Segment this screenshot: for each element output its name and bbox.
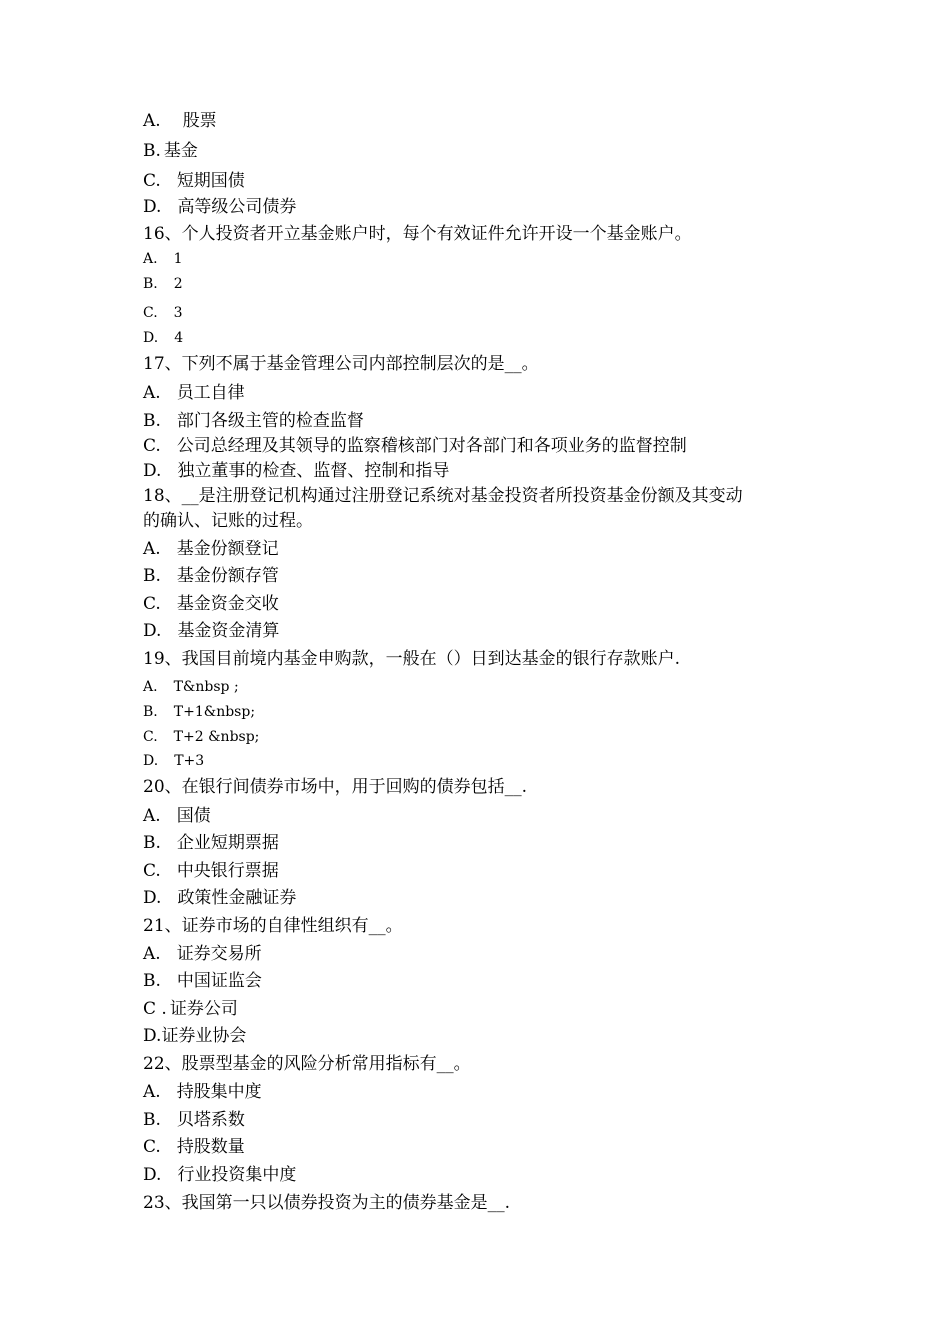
option-text: T+2 &nbsp; xyxy=(173,729,260,745)
option-label: A. xyxy=(143,1082,161,1102)
option-line xyxy=(143,110,217,132)
option-label: D. xyxy=(143,1165,162,1185)
option-line xyxy=(143,460,449,482)
option-line xyxy=(143,887,296,909)
option-label: D. xyxy=(143,461,162,481)
option-label: A. xyxy=(143,251,158,267)
option-line xyxy=(143,140,198,162)
option-line xyxy=(143,248,182,270)
option-label: B. xyxy=(143,566,161,586)
question-line: 19、我国目前境内基金申购款，一般在（）日到达基金的银行存款账户. xyxy=(143,649,681,669)
option-text: 企业短期票据 xyxy=(176,833,279,853)
option-line xyxy=(143,410,364,432)
option-line xyxy=(143,1025,246,1047)
option-line xyxy=(143,726,259,748)
option-text: 中国证监会 xyxy=(176,971,262,991)
option-line xyxy=(143,943,262,965)
option-label: C. xyxy=(143,305,158,321)
option-line xyxy=(143,1109,245,1131)
option-text: 国债 xyxy=(176,806,211,826)
option-text: 高等级公司债券 xyxy=(177,197,297,217)
question-line: 17、下列不属于基金管理公司内部控制层次的是__。 xyxy=(143,354,539,374)
option-label: C. xyxy=(143,861,161,881)
option-text: 基金资金交收 xyxy=(176,594,279,614)
option-text: 贝塔系数 xyxy=(176,1110,245,1130)
option-label: B. xyxy=(143,704,158,720)
option-label: B. xyxy=(143,833,161,853)
option-text: 政策性金融证券 xyxy=(177,888,297,908)
option-text: 员工自律 xyxy=(176,383,245,403)
question-line: 的确认、记账的过程。 xyxy=(143,511,313,531)
option-label: C. xyxy=(143,594,161,614)
option-text: 4 xyxy=(174,330,184,346)
option-line xyxy=(143,565,279,587)
option-text: 持股数量 xyxy=(176,1137,245,1157)
option-line xyxy=(143,170,245,192)
option-label: C. xyxy=(143,1137,161,1157)
option-label: D. xyxy=(143,330,159,346)
question-line: 20、在银行间债券市场中，用于回购的债券包括__. xyxy=(143,777,528,797)
option-label: D. xyxy=(143,197,162,217)
option-label: A. xyxy=(143,679,158,695)
option-text: 基金资金清算 xyxy=(177,621,280,641)
option-label: D. xyxy=(143,621,162,641)
question-line: 18、__是注册登记机构通过注册登记系统对基金投资者所投资基金份额及其变动 xyxy=(143,486,743,506)
option-line xyxy=(143,538,279,560)
option-line xyxy=(143,327,183,349)
option-line xyxy=(143,1164,296,1186)
option-line xyxy=(143,832,279,854)
question-line: 21、证券市场的自律性组织有__。 xyxy=(143,916,403,936)
option-text: 行业投资集中度 xyxy=(177,1165,297,1185)
option-text: 短期国债 xyxy=(176,171,245,191)
option-text: 股票 xyxy=(182,111,217,131)
option-label: A. xyxy=(143,383,161,403)
question-line: 23、我国第一只以债券投资为主的债券基金是__. xyxy=(143,1193,511,1213)
option-label: D. xyxy=(143,888,162,908)
option-label: C. xyxy=(143,171,161,191)
option-label: B. xyxy=(143,141,161,161)
option-label: C. xyxy=(143,436,161,456)
option-label: A. xyxy=(143,806,161,826)
option-label: A. xyxy=(143,539,161,559)
option-line xyxy=(143,435,687,457)
option-label: B. xyxy=(143,971,161,991)
option-line xyxy=(143,620,279,642)
option-line xyxy=(143,302,183,324)
option-label: D. xyxy=(143,1026,162,1046)
option-line xyxy=(143,998,238,1020)
option-text: 证券交易所 xyxy=(176,944,262,964)
option-text: 3 xyxy=(173,305,183,321)
option-text: T+1&nbsp; xyxy=(173,704,256,720)
option-label: C . xyxy=(143,999,167,1019)
option-text: 基金 xyxy=(163,141,198,161)
option-line xyxy=(143,860,279,882)
option-label: B. xyxy=(143,1110,161,1130)
option-label: A. xyxy=(143,111,161,131)
option-line xyxy=(143,382,245,404)
option-text: 公司总经理及其领导的监察稽核部门对各部门和各项业务的监督控制 xyxy=(176,436,687,456)
option-line xyxy=(143,1136,245,1158)
option-label: A. xyxy=(143,944,161,964)
option-text: T&nbsp ; xyxy=(173,679,239,695)
option-line xyxy=(143,750,204,772)
option-text: 证券业协会 xyxy=(161,1026,247,1046)
option-text: 2 xyxy=(173,276,183,292)
option-line xyxy=(143,676,239,698)
option-line xyxy=(143,1081,262,1103)
option-label: B. xyxy=(143,276,158,292)
question-line: 22、股票型基金的风险分析常用指标有__。 xyxy=(143,1054,471,1074)
option-line xyxy=(143,273,183,295)
option-line xyxy=(143,196,296,218)
option-label: D. xyxy=(143,753,159,769)
option-text: 证券公司 xyxy=(169,999,238,1019)
option-text: 1 xyxy=(173,251,183,267)
question-line: 16、个人投资者开立基金账户时，每个有效证件允许开设一个基金账户。 xyxy=(143,224,692,244)
option-text: 部门各级主管的检查监督 xyxy=(176,411,364,431)
option-text: 独立董事的检查、监督、控制和指导 xyxy=(177,461,450,481)
option-text: 持股集中度 xyxy=(176,1082,262,1102)
option-text: T+3 xyxy=(174,753,205,769)
option-label: B. xyxy=(143,411,161,431)
option-line xyxy=(143,805,211,827)
option-label: C. xyxy=(143,729,158,745)
option-text: 基金份额登记 xyxy=(176,539,279,559)
option-line xyxy=(143,970,262,992)
option-line xyxy=(143,593,279,615)
option-text: 中央银行票据 xyxy=(176,861,279,881)
option-line xyxy=(143,701,255,723)
option-text: 基金份额存管 xyxy=(176,566,279,586)
